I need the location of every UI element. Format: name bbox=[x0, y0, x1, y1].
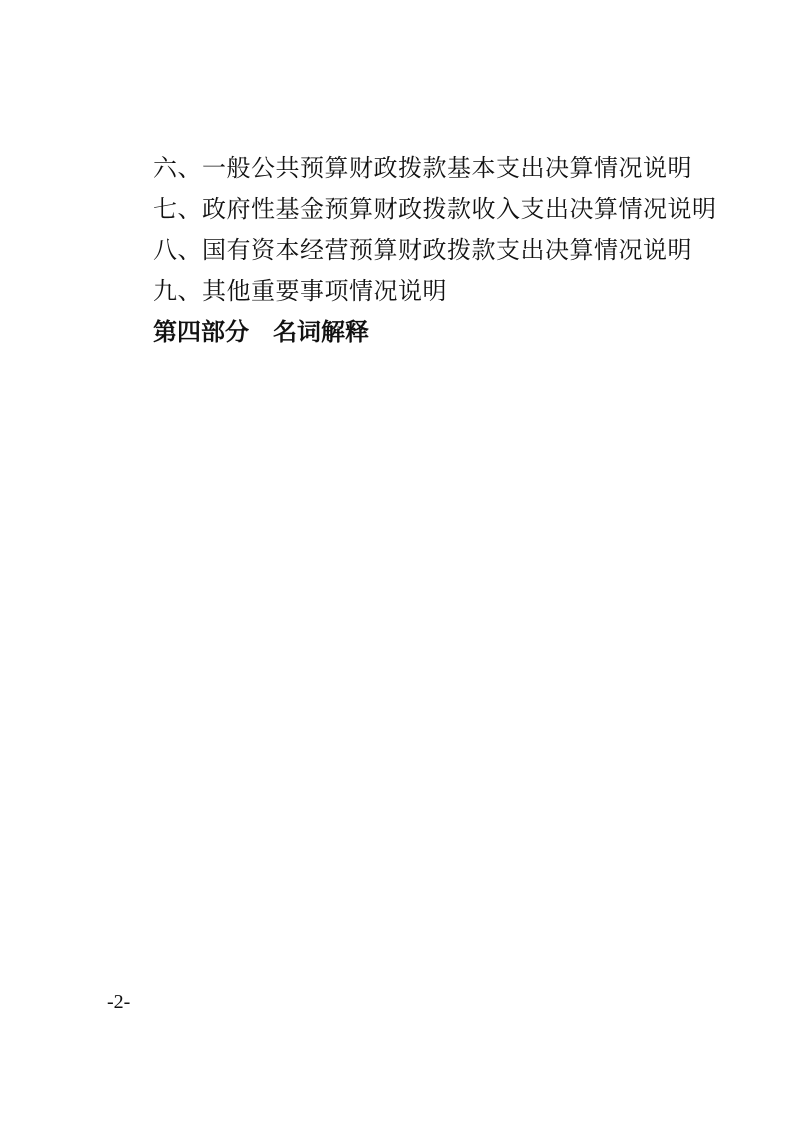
toc-item-8: 八、国有资本经营预算财政拨款支出决算情况说明 bbox=[153, 236, 692, 264]
toc-part-4-heading: 第四部分 名词解释 bbox=[153, 318, 369, 346]
page-number: -2- bbox=[107, 991, 131, 1013]
toc-item-7: 七、政府性基金预算财政拨款收入支出决算情况说明 bbox=[153, 195, 717, 223]
toc-item-9: 九、其他重要事项情况说明 bbox=[153, 277, 447, 305]
table-of-contents bbox=[153, 148, 753, 353]
toc-item-6: 六、一般公共预算财政拨款基本支出决算情况说明 bbox=[153, 154, 692, 182]
